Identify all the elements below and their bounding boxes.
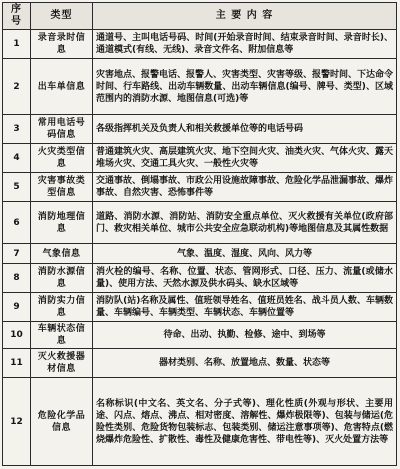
header-content: 主 要 内 容 [93, 3, 397, 30]
header-no: 序号 [3, 3, 31, 30]
row-number: 7 [3, 244, 31, 264]
row-number: 11 [3, 349, 31, 378]
table-row [3, 59, 397, 115]
row-type: 录音录时信息 [31, 30, 93, 59]
row-content: 气象、温度、湿度、风向、风力等 [93, 244, 397, 264]
table-header-row [3, 3, 397, 30]
table-row [3, 144, 397, 173]
row-number: 12 [3, 378, 31, 466]
row-content: 普通建筑火灾、高层建筑火灾、地下空间火灾、油类火灾、气体火灾、露天堆场火灾、交通工具火灾、一般性火灾等 [93, 144, 397, 173]
row-content: 消防队(站)名称及属性、值班领导姓名、值班员姓名、战斗员人数、车辆数量、车辆编号、车辆类型、车辆状态、车辆位置等 [93, 293, 397, 322]
row-number: 6 [3, 202, 31, 244]
row-type: 火灾类型信息 [31, 144, 93, 173]
table-row [3, 115, 397, 144]
table-row [3, 293, 397, 322]
row-type: 灾害事故类型信息 [31, 173, 93, 202]
row-type: 危险化学品信息 [31, 378, 93, 466]
row-content: 交通事故、倒塌事故、市政公用设施故障事故、危险化学品泄漏事故、爆炸事故、自然灾害、恐怖事件等 [93, 173, 397, 202]
header-type: 类型 [31, 3, 93, 30]
row-number: 4 [3, 144, 31, 173]
row-type: 消防水源信息 [31, 264, 93, 293]
row-type: 出车单信息 [31, 59, 93, 115]
row-type: 消防实力信息 [31, 293, 93, 322]
row-number: 1 [3, 30, 31, 59]
row-number: 8 [3, 264, 31, 293]
row-content: 消火栓的编号、名称、位置、状态、管网形式、口径、压力、流量(或储水量)、使用方法、天然水源及供水码头、缺水区域等 [93, 264, 397, 293]
row-type: 气象信息 [31, 244, 93, 264]
table-row [3, 173, 397, 202]
row-number: 5 [3, 173, 31, 202]
table-row [3, 378, 397, 466]
row-number: 10 [3, 322, 31, 349]
row-content: 灾害地点、报警电话、报警人、灾害类型、灾害等级、报警时间、下达命令时间、行车路线、出动车辆数量、出动车辆信息(编号、牌号、类型)、区域范围内的消防水源、地图信息(可选)等 [93, 59, 397, 115]
row-content: 器材类别、名称、放置地点、数量、状态等 [93, 349, 397, 378]
row-number: 3 [3, 115, 31, 144]
row-number: 9 [3, 293, 31, 322]
row-type: 消防地理信息 [31, 202, 93, 244]
row-type: 常用电话号码信息 [31, 115, 93, 144]
info-table [2, 2, 397, 466]
row-number: 2 [3, 59, 31, 115]
row-content: 待命、出动、执勤、检修、途中、到场等 [93, 322, 397, 349]
table-row [3, 30, 397, 59]
row-content: 通道号、主叫电话号码、时间(开始录音时间、结束录音时间、录音时长)、通道模式(有线、无线)、录音文件名、附加信息等 [93, 30, 397, 59]
row-type: 车辆状态信息 [31, 322, 93, 349]
row-content: 各级指挥机关及负责人和相关救援单位等的电话号码 [93, 115, 397, 144]
table-row [3, 244, 397, 264]
row-content: 名称标识(中文名、英文名、分子式等)、理化性质(外观与形状、主要用途、闪点、熔点、沸点、相对密度、溶解性、爆炸极限等)、包装与储运(危险性类别、危险货物包装标志、包装类别、储运注意事项等)、危害特点(燃烧爆炸危险性、扩散性、毒性及健康危害性、带电性等)、灭火处置方法等 [93, 378, 397, 466]
row-content: 道路、消防水源、消防站、消防安全重点单位、灭火救援有关单位(政府部门、救灾相关单位、城市公共安全应急联动机构)等地图信息及其属性数据 [93, 202, 397, 244]
table-row [3, 322, 397, 349]
table-row [3, 349, 397, 378]
table-row [3, 264, 397, 293]
row-type: 灭火救援器材信息 [31, 349, 93, 378]
table-row [3, 202, 397, 244]
